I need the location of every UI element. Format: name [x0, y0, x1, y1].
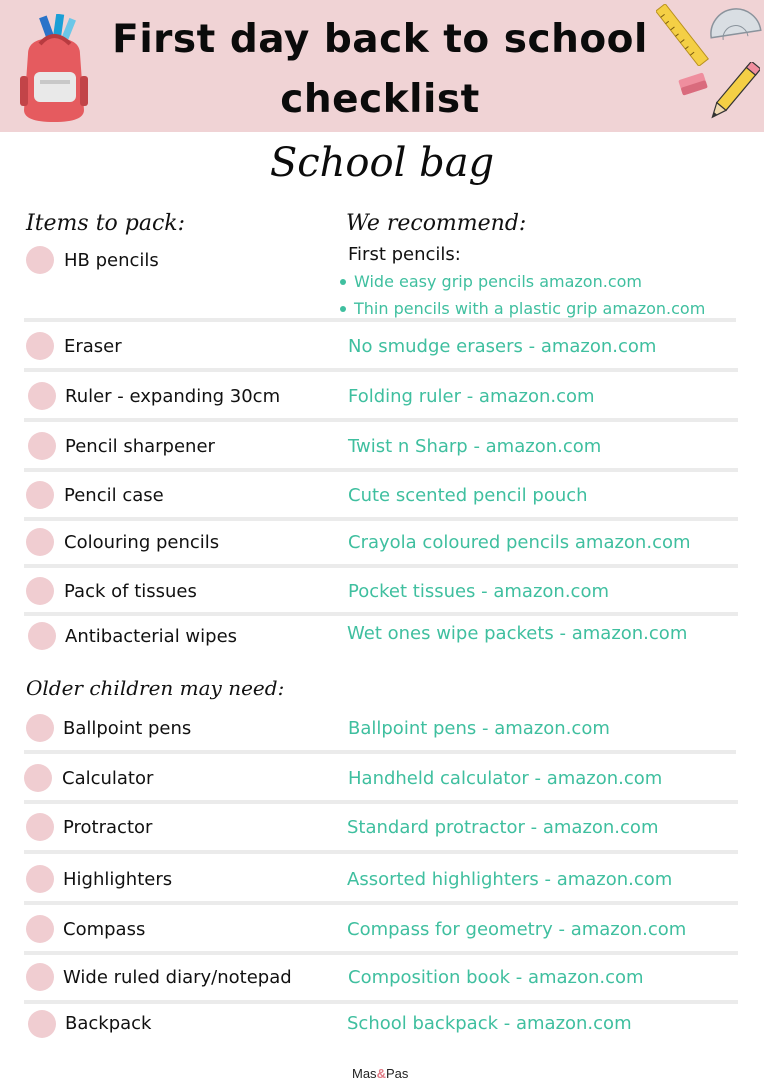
page-title-line2: checklist	[280, 77, 480, 122]
checkbox-circle[interactable]	[26, 963, 54, 991]
older-heading: Older children may need:	[26, 676, 285, 700]
row-divider	[24, 517, 738, 521]
recommend-link[interactable]: School backpack - amazon.com	[347, 1013, 632, 1034]
row-divider	[24, 850, 738, 854]
checkbox-circle[interactable]	[28, 382, 56, 410]
header-banner	[0, 0, 764, 132]
recommend-link[interactable]: Pocket tissues - amazon.com	[348, 581, 609, 602]
page-title-line1: First day back to school	[112, 17, 648, 62]
pencil-icon	[702, 62, 760, 128]
logo-text-right: Pas	[385, 1066, 409, 1080]
checkbox-circle[interactable]	[28, 1010, 56, 1038]
row-divider	[24, 468, 738, 472]
row-divider	[24, 901, 738, 905]
row-divider	[24, 564, 738, 568]
checkbox-circle[interactable]	[24, 764, 52, 792]
item-label: Antibacterial wipes	[65, 626, 238, 647]
recommend-heading: We recommend:	[346, 211, 527, 236]
recommend-link[interactable]: Twist n Sharp - amazon.com	[348, 436, 602, 457]
recommend-link[interactable]: Wet ones wipe packets - amazon.com	[347, 623, 688, 644]
recommend-link[interactable]: Composition book - amazon.com	[348, 967, 644, 988]
row-divider	[24, 318, 736, 322]
item-label: Pencil case	[64, 485, 164, 506]
logo-ampersand: &	[376, 1066, 386, 1080]
item-label: Eraser	[64, 336, 122, 357]
checkbox-circle[interactable]	[26, 332, 54, 360]
item-label: Backpack	[65, 1013, 152, 1034]
first-pencils-list	[336, 270, 705, 324]
section-title: School bag	[269, 140, 495, 186]
row-divider	[24, 800, 738, 804]
recommend-link[interactable]: Ballpoint pens - amazon.com	[348, 718, 610, 739]
checkbox-circle[interactable]	[26, 714, 54, 742]
checkbox-circle[interactable]	[26, 481, 54, 509]
item-label: Colouring pencils	[64, 532, 220, 553]
protractor-icon	[708, 6, 764, 58]
recommend-link[interactable]: Folding ruler - amazon.com	[348, 386, 595, 407]
row-divider	[24, 418, 738, 422]
row-divider	[24, 368, 738, 372]
recommend-link[interactable]: Wide easy grip pencils amazon.com	[336, 270, 705, 297]
row-divider	[24, 750, 736, 754]
item-label: Pencil sharpener	[65, 436, 215, 457]
recommend-link[interactable]: Compass for geometry - amazon.com	[347, 919, 687, 940]
recommend-link[interactable]: No smudge erasers - amazon.com	[348, 336, 657, 357]
checkbox-circle[interactable]	[26, 577, 54, 605]
recommend-link[interactable]: Cute scented pencil pouch	[348, 485, 588, 506]
recommend-link[interactable]: Handheld calculator - amazon.com	[348, 768, 663, 789]
item-label: Wide ruled diary/notepad	[63, 967, 292, 988]
item-label: Ruler - expanding 30cm	[65, 386, 281, 407]
recommend-link[interactable]: Assorted highlighters - amazon.com	[347, 869, 673, 890]
item-label: Ballpoint pens	[63, 718, 192, 739]
first-pencils-label: First pencils:	[348, 244, 461, 265]
row-divider	[24, 951, 738, 955]
item-label: Calculator	[62, 768, 154, 789]
checkbox-circle[interactable]	[26, 813, 54, 841]
footer-logo	[352, 1066, 408, 1080]
recommend-link[interactable]: Standard protractor - amazon.com	[347, 817, 659, 838]
logo-text-left: Mas	[352, 1066, 377, 1080]
row-divider	[24, 1000, 738, 1004]
checkbox-circle[interactable]	[28, 622, 56, 650]
item-label: Compass	[63, 919, 146, 940]
item-label: HB pencils	[64, 250, 159, 271]
ruler-icon	[656, 4, 712, 66]
item-label: Highlighters	[63, 869, 173, 890]
items-heading: Items to pack:	[26, 211, 186, 236]
checkbox-circle[interactable]	[26, 246, 54, 274]
item-label: Protractor	[63, 817, 153, 838]
row-divider	[24, 612, 738, 616]
checkbox-circle[interactable]	[26, 915, 54, 943]
checkbox-circle[interactable]	[28, 432, 56, 460]
checkbox-circle[interactable]	[26, 865, 54, 893]
checkbox-circle[interactable]	[26, 528, 54, 556]
recommend-link[interactable]: Crayola coloured pencils amazon.com	[348, 532, 691, 553]
recommend-link[interactable]: Thin pencils with a plastic grip amazon.com	[336, 297, 705, 324]
item-label: Pack of tissues	[64, 581, 197, 602]
